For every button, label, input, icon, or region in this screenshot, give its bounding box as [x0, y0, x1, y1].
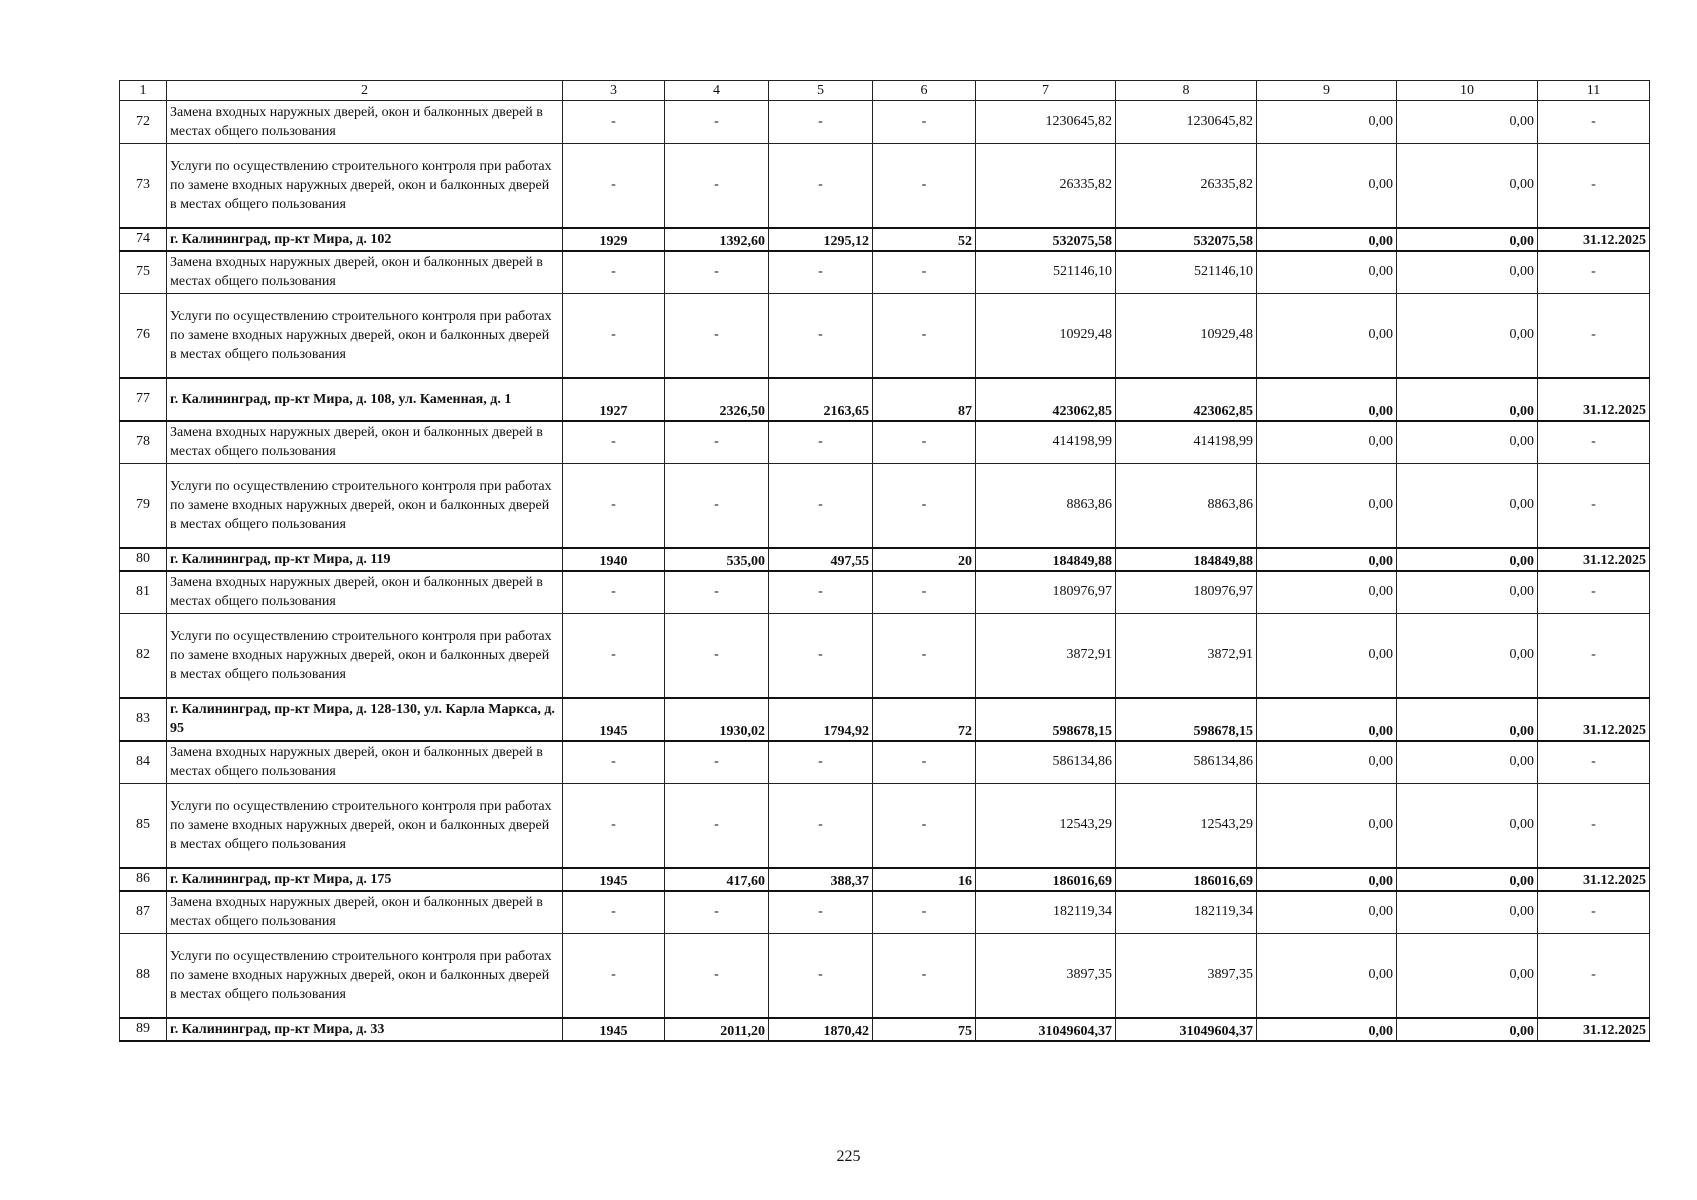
completion-date-cell: -	[1538, 784, 1650, 868]
value-cell: 414198,99	[1116, 421, 1257, 464]
value-cell: -	[873, 891, 976, 934]
completion-date-cell: -	[1538, 421, 1650, 464]
header-cell: 4	[665, 81, 769, 101]
completion-date-cell: 31.12.2025	[1538, 228, 1650, 251]
header-cell: 10	[1397, 81, 1538, 101]
value-cell: 16	[873, 868, 976, 891]
completion-date-cell: 31.12.2025	[1538, 698, 1650, 741]
value-cell: 1794,92	[769, 698, 873, 741]
work-description-cell: Услуги по осуществлению строительного контроля при работах по замене входных наружных дверей, окон и балконных дверей в местах общего пользования	[167, 934, 563, 1018]
value-cell: 87	[873, 378, 976, 421]
row-number-cell: 82	[120, 614, 167, 698]
value-cell: -	[563, 421, 665, 464]
completion-date-cell: -	[1538, 294, 1650, 378]
value-cell: 0,00	[1397, 144, 1538, 228]
completion-date-cell: -	[1538, 144, 1650, 228]
value-cell: 184849,88	[976, 548, 1116, 571]
value-cell: 180976,97	[1116, 571, 1257, 614]
value-cell: 0,00	[1257, 251, 1397, 294]
address-cell: г. Калининград, пр-кт Мира, д. 175	[167, 868, 563, 891]
value-cell: 0,00	[1257, 228, 1397, 251]
value-cell: -	[769, 144, 873, 228]
value-cell: 0,00	[1257, 421, 1397, 464]
year-cell: 1945	[563, 698, 665, 741]
completion-date-cell: -	[1538, 741, 1650, 784]
work-description-cell: Замена входных наружных дверей, окон и балконных дверей в местах общего пользования	[167, 251, 563, 294]
address-row	[120, 868, 1650, 891]
value-cell: 521146,10	[976, 251, 1116, 294]
value-cell: 1295,12	[769, 228, 873, 251]
year-cell: 1945	[563, 868, 665, 891]
value-cell: 0,00	[1397, 868, 1538, 891]
completion-date-cell: 31.12.2025	[1538, 378, 1650, 421]
completion-date-cell: -	[1538, 891, 1650, 934]
value-cell: 3872,91	[1116, 614, 1257, 698]
value-cell: 182119,34	[1116, 891, 1257, 934]
value-cell: 0,00	[1397, 548, 1538, 571]
completion-date-cell: 31.12.2025	[1538, 1018, 1650, 1041]
value-cell: 0,00	[1397, 464, 1538, 548]
value-cell: 0,00	[1397, 741, 1538, 784]
header-cell: 3	[563, 81, 665, 101]
value-cell: -	[563, 934, 665, 1018]
construction-control-row	[120, 294, 1650, 378]
value-cell: 2163,65	[769, 378, 873, 421]
completion-date-cell: -	[1538, 614, 1650, 698]
value-cell: 1230645,82	[1116, 101, 1257, 144]
work-item-row	[120, 891, 1650, 934]
value-cell: 0,00	[1257, 144, 1397, 228]
value-cell: 497,55	[769, 548, 873, 571]
value-cell: -	[563, 891, 665, 934]
value-cell: 31049604,37	[1116, 1018, 1257, 1041]
value-cell: -	[563, 614, 665, 698]
value-cell: 0,00	[1257, 891, 1397, 934]
completion-date-cell: -	[1538, 464, 1650, 548]
address-row	[120, 1018, 1650, 1041]
table-body	[120, 81, 1650, 1041]
value-cell: -	[665, 784, 769, 868]
value-cell: 10929,48	[1116, 294, 1257, 378]
value-cell: -	[769, 934, 873, 1018]
value-cell: 0,00	[1397, 571, 1538, 614]
completion-date-cell: -	[1538, 934, 1650, 1018]
value-cell: 0,00	[1257, 571, 1397, 614]
value-cell: 0,00	[1397, 614, 1538, 698]
value-cell: 0,00	[1397, 784, 1538, 868]
row-number-cell: 76	[120, 294, 167, 378]
year-cell: 1945	[563, 1018, 665, 1041]
value-cell: -	[769, 784, 873, 868]
row-number-cell: 85	[120, 784, 167, 868]
value-cell: -	[769, 464, 873, 548]
value-cell: 423062,85	[976, 378, 1116, 421]
value-cell: 0,00	[1397, 891, 1538, 934]
value-cell: -	[873, 784, 976, 868]
value-cell: 8863,86	[976, 464, 1116, 548]
work-description-cell: Замена входных наружных дверей, окон и балконных дверей в местах общего пользования	[167, 891, 563, 934]
value-cell: -	[873, 934, 976, 1018]
completion-date-cell: 31.12.2025	[1538, 868, 1650, 891]
value-cell: -	[665, 294, 769, 378]
value-cell: 31049604,37	[976, 1018, 1116, 1041]
value-cell: 0,00	[1257, 698, 1397, 741]
address-row	[120, 228, 1650, 251]
value-cell: -	[873, 421, 976, 464]
row-number-cell: 87	[120, 891, 167, 934]
value-cell: -	[665, 891, 769, 934]
value-cell: -	[873, 144, 976, 228]
value-cell: 0,00	[1257, 464, 1397, 548]
value-cell: 0,00	[1257, 101, 1397, 144]
row-number-cell: 81	[120, 571, 167, 614]
work-item-row	[120, 571, 1650, 614]
value-cell: 26335,82	[976, 144, 1116, 228]
value-cell: 20	[873, 548, 976, 571]
value-cell: 0,00	[1397, 294, 1538, 378]
value-cell: 0,00	[1397, 378, 1538, 421]
value-cell: 0,00	[1257, 934, 1397, 1018]
value-cell: 521146,10	[1116, 251, 1257, 294]
year-cell: 1929	[563, 228, 665, 251]
row-number-cell: 80	[120, 548, 167, 571]
value-cell: 12543,29	[976, 784, 1116, 868]
construction-control-row	[120, 464, 1650, 548]
value-cell: -	[563, 294, 665, 378]
value-cell: -	[665, 101, 769, 144]
value-cell: -	[873, 571, 976, 614]
work-description-cell: Услуги по осуществлению строительного контроля при работах по замене входных наружных дверей, окон и балконных дверей в местах общего пользования	[167, 144, 563, 228]
value-cell: 0,00	[1257, 741, 1397, 784]
value-cell: 12543,29	[1116, 784, 1257, 868]
address-row	[120, 698, 1650, 741]
value-cell: 184849,88	[1116, 548, 1257, 571]
row-number-cell: 72	[120, 101, 167, 144]
value-cell: -	[665, 144, 769, 228]
year-cell: 1927	[563, 378, 665, 421]
construction-control-row	[120, 784, 1650, 868]
address-cell: г. Калининград, пр-кт Мира, д. 128-130, ул. Карла Маркса, д. 95	[167, 698, 563, 741]
header-cell: 8	[1116, 81, 1257, 101]
value-cell: -	[873, 614, 976, 698]
row-number-cell: 77	[120, 378, 167, 421]
value-cell: 0,00	[1397, 101, 1538, 144]
value-cell: 3872,91	[976, 614, 1116, 698]
header-cell: 1	[120, 81, 167, 101]
header-cell: 9	[1257, 81, 1397, 101]
value-cell: 0,00	[1397, 421, 1538, 464]
row-number-cell: 74	[120, 228, 167, 251]
value-cell: -	[769, 421, 873, 464]
work-item-row	[120, 421, 1650, 464]
construction-control-row	[120, 614, 1650, 698]
value-cell: 1392,60	[665, 228, 769, 251]
value-cell: 2011,20	[665, 1018, 769, 1041]
row-number-cell: 88	[120, 934, 167, 1018]
completion-date-cell: -	[1538, 251, 1650, 294]
value-cell: 0,00	[1397, 1018, 1538, 1041]
row-number-cell: 75	[120, 251, 167, 294]
work-description-cell: Замена входных наружных дверей, окон и балконных дверей в местах общего пользования	[167, 101, 563, 144]
value-cell: -	[563, 741, 665, 784]
value-cell: -	[769, 741, 873, 784]
value-cell: -	[665, 614, 769, 698]
address-cell: г. Калининград, пр-кт Мира, д. 119	[167, 548, 563, 571]
work-item-row	[120, 101, 1650, 144]
value-cell: 0,00	[1397, 698, 1538, 741]
row-number-cell: 84	[120, 741, 167, 784]
completion-date-cell: -	[1538, 101, 1650, 144]
value-cell: 0,00	[1257, 1018, 1397, 1041]
value-cell: 26335,82	[1116, 144, 1257, 228]
row-number-cell: 86	[120, 868, 167, 891]
value-cell: 182119,34	[976, 891, 1116, 934]
work-item-row	[120, 251, 1650, 294]
value-cell: -	[665, 571, 769, 614]
value-cell: -	[665, 741, 769, 784]
value-cell: 0,00	[1397, 228, 1538, 251]
value-cell: 3897,35	[976, 934, 1116, 1018]
row-number-cell: 78	[120, 421, 167, 464]
value-cell: 3897,35	[1116, 934, 1257, 1018]
value-cell: 532075,58	[976, 228, 1116, 251]
work-description-cell: Услуги по осуществлению строительного контроля при работах по замене входных наружных дверей, окон и балконных дверей в местах общего пользования	[167, 614, 563, 698]
value-cell: 180976,97	[976, 571, 1116, 614]
value-cell: 0,00	[1257, 294, 1397, 378]
row-number-cell: 79	[120, 464, 167, 548]
row-number-cell: 83	[120, 698, 167, 741]
work-description-cell: Замена входных наружных дверей, окон и балконных дверей в местах общего пользования	[167, 421, 563, 464]
value-cell: 186016,69	[976, 868, 1116, 891]
value-cell: -	[873, 101, 976, 144]
value-cell: -	[563, 571, 665, 614]
value-cell: 598678,15	[976, 698, 1116, 741]
header-cell: 5	[769, 81, 873, 101]
value-cell: -	[873, 741, 976, 784]
value-cell: -	[769, 891, 873, 934]
header-cell: 6	[873, 81, 976, 101]
address-cell: г. Калининград, пр-кт Мира, д. 102	[167, 228, 563, 251]
work-description-cell: Услуги по осуществлению строительного контроля при работах по замене входных наружных дверей, окон и балконных дверей в местах общего пользования	[167, 294, 563, 378]
value-cell: -	[769, 614, 873, 698]
value-cell: -	[873, 294, 976, 378]
value-cell: 0,00	[1257, 378, 1397, 421]
value-cell: -	[563, 101, 665, 144]
value-cell: -	[665, 464, 769, 548]
value-cell: -	[769, 294, 873, 378]
value-cell: 0,00	[1257, 614, 1397, 698]
row-number-cell: 89	[120, 1018, 167, 1041]
repair-schedule-table	[119, 80, 1650, 1042]
value-cell: -	[769, 251, 873, 294]
header-cell: 2	[167, 81, 563, 101]
value-cell: 10929,48	[976, 294, 1116, 378]
value-cell: 72	[873, 698, 976, 741]
header-cell: 7	[976, 81, 1116, 101]
header-cell: 11	[1538, 81, 1650, 101]
page-number: 225	[836, 1148, 861, 1165]
value-cell: 8863,86	[1116, 464, 1257, 548]
value-cell: 414198,99	[976, 421, 1116, 464]
value-cell: -	[563, 784, 665, 868]
value-cell: -	[563, 251, 665, 294]
value-cell: 186016,69	[1116, 868, 1257, 891]
address-row	[120, 548, 1650, 571]
value-cell: 388,37	[769, 868, 873, 891]
construction-control-row	[120, 934, 1650, 1018]
address-cell: г. Калининград, пр-кт Мира, д. 33	[167, 1018, 563, 1041]
value-cell: 52	[873, 228, 976, 251]
address-row	[120, 378, 1650, 421]
value-cell: 0,00	[1397, 934, 1538, 1018]
year-cell: 1940	[563, 548, 665, 571]
work-description-cell: Замена входных наружных дверей, окон и балконных дверей в местах общего пользования	[167, 741, 563, 784]
value-cell: -	[563, 144, 665, 228]
value-cell: 0,00	[1257, 548, 1397, 571]
value-cell: 1930,02	[665, 698, 769, 741]
address-cell: г. Калининград, пр-кт Мира, д. 108, ул. Каменная, д. 1	[167, 378, 563, 421]
construction-control-row	[120, 144, 1650, 228]
value-cell: 598678,15	[1116, 698, 1257, 741]
value-cell: 0,00	[1257, 784, 1397, 868]
value-cell: 417,60	[665, 868, 769, 891]
completion-date-cell: -	[1538, 571, 1650, 614]
value-cell: -	[873, 464, 976, 548]
value-cell: 586134,86	[976, 741, 1116, 784]
work-description-cell: Замена входных наружных дверей, окон и балконных дверей в местах общего пользования	[167, 571, 563, 614]
value-cell: -	[665, 934, 769, 1018]
value-cell: 532075,58	[1116, 228, 1257, 251]
value-cell: 0,00	[1257, 868, 1397, 891]
value-cell: 1230645,82	[976, 101, 1116, 144]
value-cell: -	[563, 464, 665, 548]
completion-date-cell: 31.12.2025	[1538, 548, 1650, 571]
value-cell: 75	[873, 1018, 976, 1041]
value-cell: 0,00	[1397, 251, 1538, 294]
value-cell: -	[665, 421, 769, 464]
value-cell: -	[769, 571, 873, 614]
work-description-cell: Услуги по осуществлению строительного контроля при работах по замене входных наружных дверей, окон и балконных дверей в местах общего пользования	[167, 464, 563, 548]
value-cell: 586134,86	[1116, 741, 1257, 784]
value-cell: -	[769, 101, 873, 144]
value-cell: 535,00	[665, 548, 769, 571]
work-description-cell: Услуги по осуществлению строительного контроля при работах по замене входных наружных дверей, окон и балконных дверей в местах общего пользования	[167, 784, 563, 868]
column-number-header-row	[120, 81, 1650, 101]
value-cell: 423062,85	[1116, 378, 1257, 421]
value-cell: -	[665, 251, 769, 294]
value-cell: -	[873, 251, 976, 294]
value-cell: 1870,42	[769, 1018, 873, 1041]
row-number-cell: 73	[120, 144, 167, 228]
work-item-row	[120, 741, 1650, 784]
value-cell: 2326,50	[665, 378, 769, 421]
